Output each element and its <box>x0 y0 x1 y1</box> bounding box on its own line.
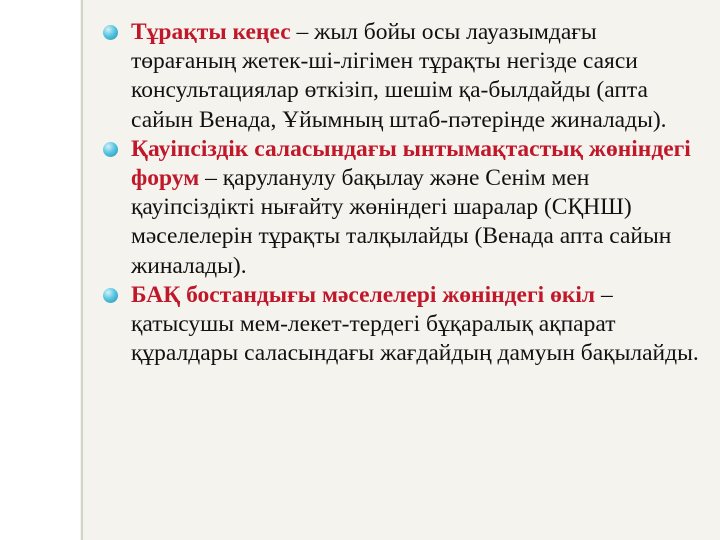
item-title: Қауіпсіздік саласындағы ынтымақтастық жөніндегі форум <box>131 135 691 192</box>
list-item <box>100 18 700 135</box>
bullet-icon <box>103 25 118 40</box>
item-title: Тұрақты кеңес <box>131 19 291 45</box>
item-text: – қатысушы мем-лекет-тердегі бұқаралық ақпарат құралдары саласындағы жағдайдың дамуын бақылайды. <box>131 281 699 367</box>
bullet-icon <box>103 142 118 157</box>
vertical-divider <box>81 0 83 540</box>
list-item <box>100 135 700 281</box>
item-text: – жыл бойы осы лауазымдағы төрағаның жетек-ші-лігімен тұрақты негізде саяси консультациялар өткізіп, шешім қа-былдайды (апта сайын Венада, Ұйымның штаб-пәтерінде жиналады). <box>131 19 667 133</box>
list-item <box>100 281 700 369</box>
bullet-icon <box>103 288 118 303</box>
slide-left-margin <box>0 0 80 540</box>
bullet-list <box>100 18 700 368</box>
item-text: – қаруланулу бақылау және Сенім мен қауіпсіздікті нығайту жөніндегі шаралар (СҚНШ) мәселелерін тұрақты талқылайды (Венада апта сайын жиналады). <box>131 165 672 279</box>
item-title: БАҚ бостандығы мәселелері жөніндегі өкіл <box>131 281 596 308</box>
